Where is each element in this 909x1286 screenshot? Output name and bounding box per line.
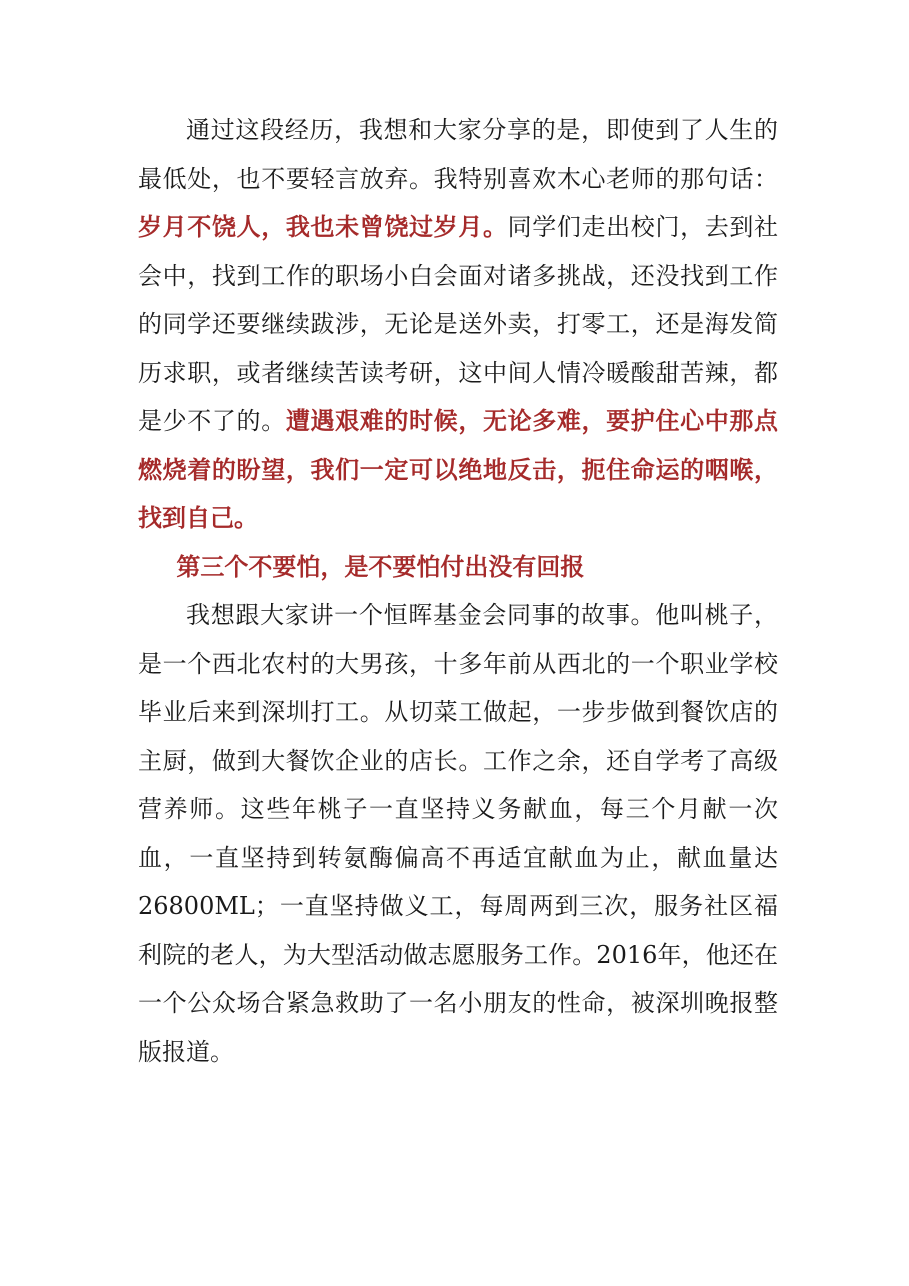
- paragraph-experience: [138, 106, 778, 543]
- paragraph-text: 通过这段经历，我想和大家分享的是，即使到了人生的最低处，也不要轻言放弃。我特别喜欢木心老师的那句话：: [138, 116, 778, 193]
- paragraph-story: 我想跟大家讲一个恒晖基金会同事的故事。他叫桃子，是一个西北农村的大男孩，十多年前从西北的一个职业学校毕业后来到深圳打工。从切菜工做起，一步步做到餐饮店的主厨，做到大餐饮企业的店长。工作之余，还自学考了高级营养师。这些年桃子一直坚持义务献血，每三个月献一次血，一直坚持到转氨酶偏高不再适宜献血为止，献血量达26800ML；一直坚持做义工，每周两到三次，服务社区福利院的老人，为大型活动做志愿服务工作。2016年，他还在一个公众场合紧急救助了一名小朋友的性命，被深圳晚报整版报道。: [138, 601, 778, 1066]
- document-page: [138, 106, 778, 1076]
- highlighted-quote: 岁月不饶人，我也未曾饶过岁月。: [138, 212, 508, 241]
- highlighted-sentence: 遭遇艰难的时候，无论多难，要护住心中那点燃烧着的盼望，我们一定可以绝地反击，扼住命运的咽喉，找到自己。: [138, 406, 779, 532]
- section-heading: 第三个不要怕，是不要怕付出没有回报: [176, 551, 585, 581]
- paragraph-text: 同学们走出校门，去到社会中，找到工作的职场小白会面对诸多挑战，还没找到工作的同学还要继续跋涉，无论是送外卖，打零工，还是海发简历求职，或者继续苦读考研，这中间人情冷暖酸甜苦辣，都是少不了的。: [138, 213, 779, 435]
